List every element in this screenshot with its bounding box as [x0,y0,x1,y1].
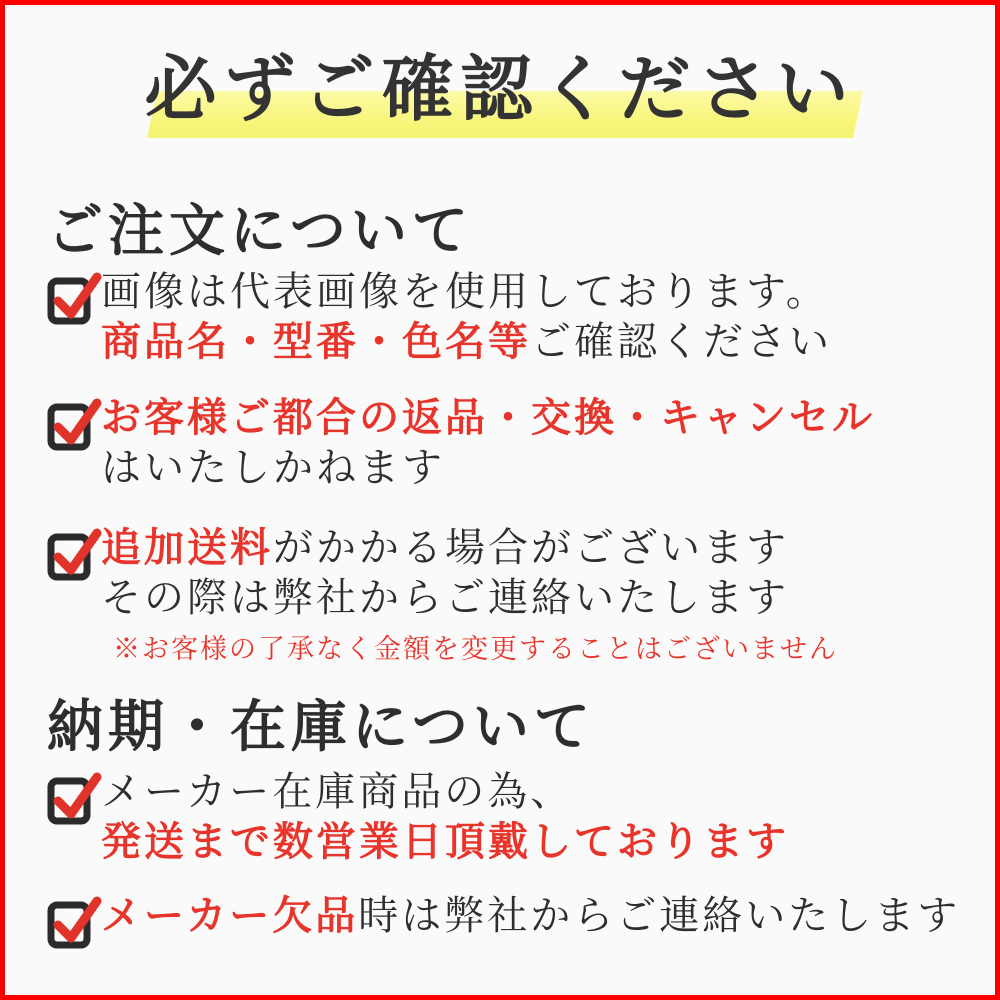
notice-item-no-returns [47,393,875,493]
item-text [101,891,960,941]
text-segment-red: 商品名・型番・色名等 [101,318,531,365]
item-text-line [101,573,838,623]
text-segment: がかかる場合がございます [273,525,789,571]
text-segment: メーカー在庫商品の為、 [101,769,574,815]
item-text-line [101,891,960,941]
item-text [101,767,789,867]
text-segment: 時は弊社からご連絡いたします [358,893,961,939]
item-text-line [101,267,832,317]
item-text-line [101,767,789,817]
item-text [101,393,875,493]
text-segment-red: お客様ご都合の返品・交換・キャンセル [101,394,875,441]
text-segment-red: メーカー欠品 [101,892,359,939]
notice-item-maker-stock [47,767,789,867]
notice-item-maker-shortage [47,891,960,949]
notice-item-representative-image [47,267,832,367]
checkbox-icon [47,769,91,825]
checkbox-icon [47,269,91,325]
text-segment: その際は弊社からご連絡いたします [101,575,789,621]
text-segment: 画像は代表画像を使用しております。 [101,269,829,315]
item-text-line [101,523,838,573]
section-heading-stock: 納期・在庫について [47,694,595,760]
item-text [101,523,838,667]
text-segment: はいたしかねます [101,445,445,491]
item-text-line [101,443,875,493]
item-text [101,267,832,367]
checkbox-icon [47,893,91,949]
page-title-block [5,41,995,151]
item-text-line [101,317,832,367]
text-segment: ご確認ください [531,319,832,365]
checkbox-icon [47,525,91,581]
section-heading-order: ご注文について [47,198,473,264]
item-text-line [101,393,875,443]
page-title: 必ずご確認ください [144,46,856,131]
text-segment-red: 発送まで数営業日頂戴しております [101,818,789,865]
item-text-line [101,817,789,867]
item-note: ※お客様の了承なく金額を変更することはございません [113,634,838,665]
checkbox-icon [47,395,91,451]
text-segment-red: 追加送料 [101,524,273,571]
notice-item-extra-shipping [47,523,838,667]
